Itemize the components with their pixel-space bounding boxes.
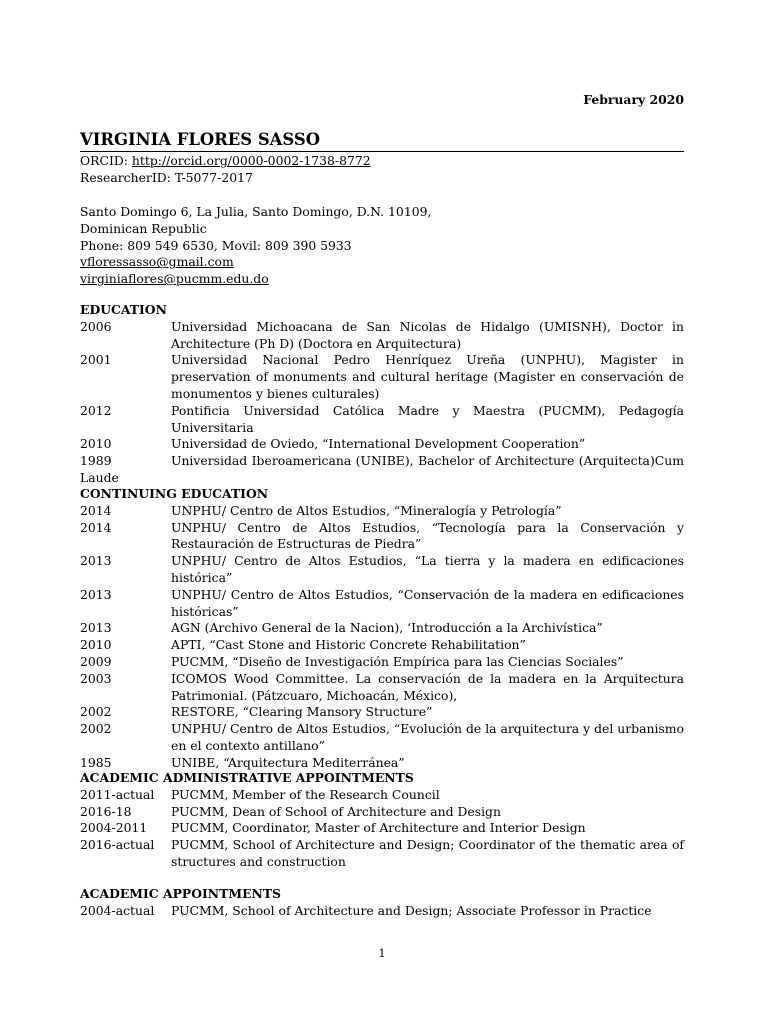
entry-year: 2004-actual [80,902,155,918]
list-item [80,837,684,871]
entry-year: 2006 [80,318,112,334]
entry-text: UNIBE, “Arquitectura Mediterránea” [171,754,405,770]
list-item [80,319,684,353]
admin-appointments-section [80,770,684,871]
entry-year: 2001 [80,352,112,368]
list-item [80,620,684,637]
email-link-gmail[interactable]: vfloressasso@gmail.com [80,254,234,270]
entry-text: UNPHU/ Centro de Altos Estudios, “Mineralogía y Petrología” [171,502,562,518]
entry-text: AGN (Archivo General de la Nacion), ‘Introducción a la Archivística” [171,620,603,636]
entry-year: 2016-actual [80,837,155,853]
list-item [80,820,684,837]
orcid-line [80,153,371,170]
list-item [80,520,684,554]
entry-text: Universidad de Oviedo, “International Development Cooperation” [171,436,586,452]
orcid-link[interactable]: http://orcid.org/0000-0002-1738-8772 [131,153,371,168]
email-link-pucmm[interactable]: virginiaflores@pucmm.edu.do [80,271,269,287]
list-item [80,637,684,654]
researcher-id: ResearcherID: T-5077-2017 [80,169,253,185]
orcid-label: ORCID: [80,153,132,168]
address-line-2: Dominican Republic [80,220,207,236]
entry-year: 2004-2011 [80,820,148,836]
list-item [80,403,684,437]
cv-page [80,0,684,1024]
academic-appointments-section [80,886,684,920]
document-date: February 2020 [583,92,684,107]
list-item [80,721,684,755]
entry-text: PUCMM, “Diseño de Investigación Empírica para las Ciencias Sociales” [171,653,624,669]
entry-text: Universidad Michoacana de San Nicolas de Hidalgo (UMISNH), Doctor in Architecture (Ph D) (Doctora en Arquitectura) [171,318,684,351]
continuing-education-heading: CONTINUING EDUCATION [80,486,269,501]
entry-text: PUCMM, Dean of School of Architecture and Design [171,803,501,819]
entry-year: 1985 [80,754,112,770]
list-item [80,671,684,705]
entry-year: 2013 [80,586,112,602]
entry-year: 2013 [80,620,112,636]
cv-name: VIRGINIA FLORES SASSO [80,130,684,152]
entry-year: 2011-actual [80,786,155,802]
admin-appointments-heading: ACADEMIC ADMINISTRATIVE APPOINTMENTS [80,770,414,785]
education-section [80,302,684,487]
phone-line: Phone: 809 549 6530, Movil: 809 390 5933 [80,237,352,253]
page-number: 1 [378,947,386,960]
list-item [80,804,684,821]
academic-appointments-heading: ACADEMIC APPOINTMENTS [80,886,282,901]
entry-text: UNPHU/ Centro de Altos Estudios, “Evolución de la arquitectura y del urbanismo en el contexto antillano” [171,721,684,753]
address-line-1: Santo Domingo 6, La Julia, Santo Domingo, D.N. 10109, [80,204,432,219]
entry-text: Universidad Nacional Pedro Henríquez Ureña (UNPHU), Magister in preservation of monuments and cultural heritage (Magister en conservación de monumentos y bienes culturales) [171,352,684,401]
entry-text: Universidad Iberoamericana (UNIBE), Bachelor of Architecture (Arquitecta)Cum [171,453,684,469]
entry-year: 2012 [80,402,112,418]
identifiers [80,153,371,187]
education-heading: EDUCATION [80,302,167,317]
entry-year: 2002 [80,721,112,737]
entry-year: 2010 [80,436,112,452]
contact-block [80,204,431,288]
entry-text: RESTORE, “Clearing Mansory Structure” [171,704,433,720]
entry-year: 2013 [80,553,112,569]
list-item [80,587,684,621]
entry-text: PUCMM, School of Architecture and Design; Coordinator of the thematic area of structures and construction [171,837,684,869]
list-item [80,903,684,920]
entry-text: PUCMM, Member of the Research Council [171,786,440,802]
entry-text: UNPHU/ Centro de Altos Estudios, “Conservación de la madera en edificaciones históricas” [171,586,684,619]
entry-year: 2010 [80,637,112,653]
list-item [80,787,684,804]
entry-text: UNPHU/ Centro de Altos Estudios, “La tierra y la madera en edificaciones histórica” [171,553,684,585]
list-item [80,654,684,671]
list-item [80,503,684,520]
entry-continuation: Laude [80,469,119,485]
entry-text: PUCMM, School of Architecture and Design; Associate Professor in Practice [171,902,652,918]
entry-text: UNPHU/ Centro de Altos Estudios, “Tecnología para la Conservación y Restauración de Estructuras de Piedra” [171,519,684,552]
entry-text: Pontificia Universidad Católica Madre y Maestra (PUCMM), Pedagogía Universitaria [171,402,684,435]
list-item [80,436,684,453]
entry-text: ICOMOS Wood Committee. La conservación de la madera en la Arquitectura Patrimonial. (Pátzcuaro, Michoacán, México), [171,670,684,703]
list-item [80,352,684,402]
continuing-education-section [80,486,684,772]
list-item [80,704,684,721]
list-item [80,453,684,470]
entry-year: 1989 [80,453,112,469]
entry-year: 2002 [80,704,112,720]
entry-text: APTI, “Cast Stone and Historic Concrete Rehabilitation” [171,637,526,653]
entry-year: 2003 [80,670,112,686]
entry-year: 2009 [80,653,112,669]
entry-text: PUCMM, Coordinator, Master of Architecture and Interior Design [171,820,586,836]
list-item [80,553,684,587]
entry-year: 2014 [80,502,112,518]
entry-year: 2016-18 [80,803,132,819]
entry-year: 2014 [80,519,112,535]
